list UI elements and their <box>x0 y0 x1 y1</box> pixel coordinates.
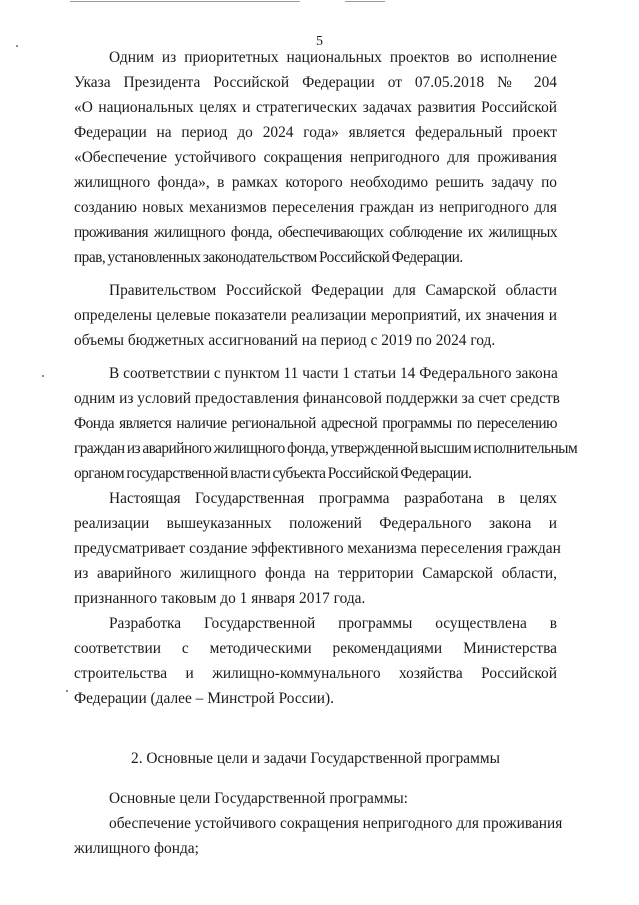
text-line: объемы бюджетных ассигнований на период с 2019 по 2024 год. <box>74 332 496 349</box>
scan-speck <box>66 690 68 692</box>
text-line: определены целевые показатели реализации мероприятий, их значения и <box>74 307 557 324</box>
text-line: проживания жилищного фонда, обеспечивающих соблюдение их жилищных <box>74 224 557 241</box>
text-line: Одним из приоритетных национальных проектов во исполнение <box>109 49 557 66</box>
scan-speck <box>42 375 44 377</box>
scan-artifact-line <box>345 1 385 2</box>
text-line: жилищного фонда; <box>74 840 199 857</box>
paragraph-2 <box>74 278 557 353</box>
text-line: В соответствии с пунктом 11 части 1 статьи 14 Федерального закона <box>109 365 558 382</box>
text-line: Правительством Российской Федерации для Самарской области <box>109 282 557 299</box>
text-line: Разработка Государственной программы осуществлена в <box>109 615 557 632</box>
paragraph-5 <box>74 611 557 711</box>
text-line: Фонда является наличие региональной адресной программы по переселению <box>74 415 557 432</box>
text-line: Основные цели Государственной программы: <box>109 790 408 807</box>
paragraph-7 <box>74 811 563 861</box>
text-line: Федерации на период до 2024 года» является федеральный проект <box>74 124 557 141</box>
paragraph-3 <box>74 361 578 486</box>
text-line: Указа Президента Российской Федерации от 07.05.2018 № 204 <box>74 74 557 91</box>
scan-artifact-line <box>70 1 300 2</box>
text-line: Федерации (далее – Минстрой России). <box>74 690 334 707</box>
text-line: граждан из аварийного жилищного фонда, утвержденной высшим исполнительным <box>74 440 578 457</box>
text-line: обеспечение устойчивого сокращения непригодного для проживания <box>109 815 563 832</box>
paragraph-6 <box>74 786 557 811</box>
text-line: предусматривает создание эффективного механизма переселения граждан <box>74 540 561 557</box>
text-line: реализации вышеуказанных положений Федерального закона и <box>74 515 557 532</box>
section-heading: 2. Основные цели и задачи Государственной программы <box>131 750 500 767</box>
text-line: «О национальных целях и стратегических задачах развития Российской <box>74 99 557 116</box>
paragraph-1 <box>74 45 557 270</box>
page-number: 5 <box>316 34 323 49</box>
text-line: признанного таковым до 1 января 2017 года. <box>74 590 366 607</box>
text-line: жилищного фонда», в рамках которого необходимо решить задачу по <box>74 174 557 191</box>
text-line: созданию новых механизмов переселения граждан из непригодного для <box>74 199 557 216</box>
text-line: соответствии с методическими рекомендациями Министерства <box>74 640 557 657</box>
text-line: «Обеспечение устойчивого сокращения непригодного для проживания <box>74 149 557 166</box>
text-line: Настоящая Государственная программа разработана в целях <box>109 490 557 507</box>
text-line: одним из условий предоставления финансовой поддержки за счет средств <box>74 390 560 407</box>
paragraph-4 <box>74 486 561 611</box>
document-body <box>74 45 578 861</box>
text-line: органом государственной власти субъекта Российской Федерации. <box>74 465 472 482</box>
text-line: из аварийного жилищного фонда на территории Самарской области, <box>74 565 557 582</box>
text-line: прав, установленных законодательством Российской Федерации. <box>74 249 463 266</box>
text-line: строительства и жилищно-коммунального хозяйства Российской <box>74 665 557 682</box>
